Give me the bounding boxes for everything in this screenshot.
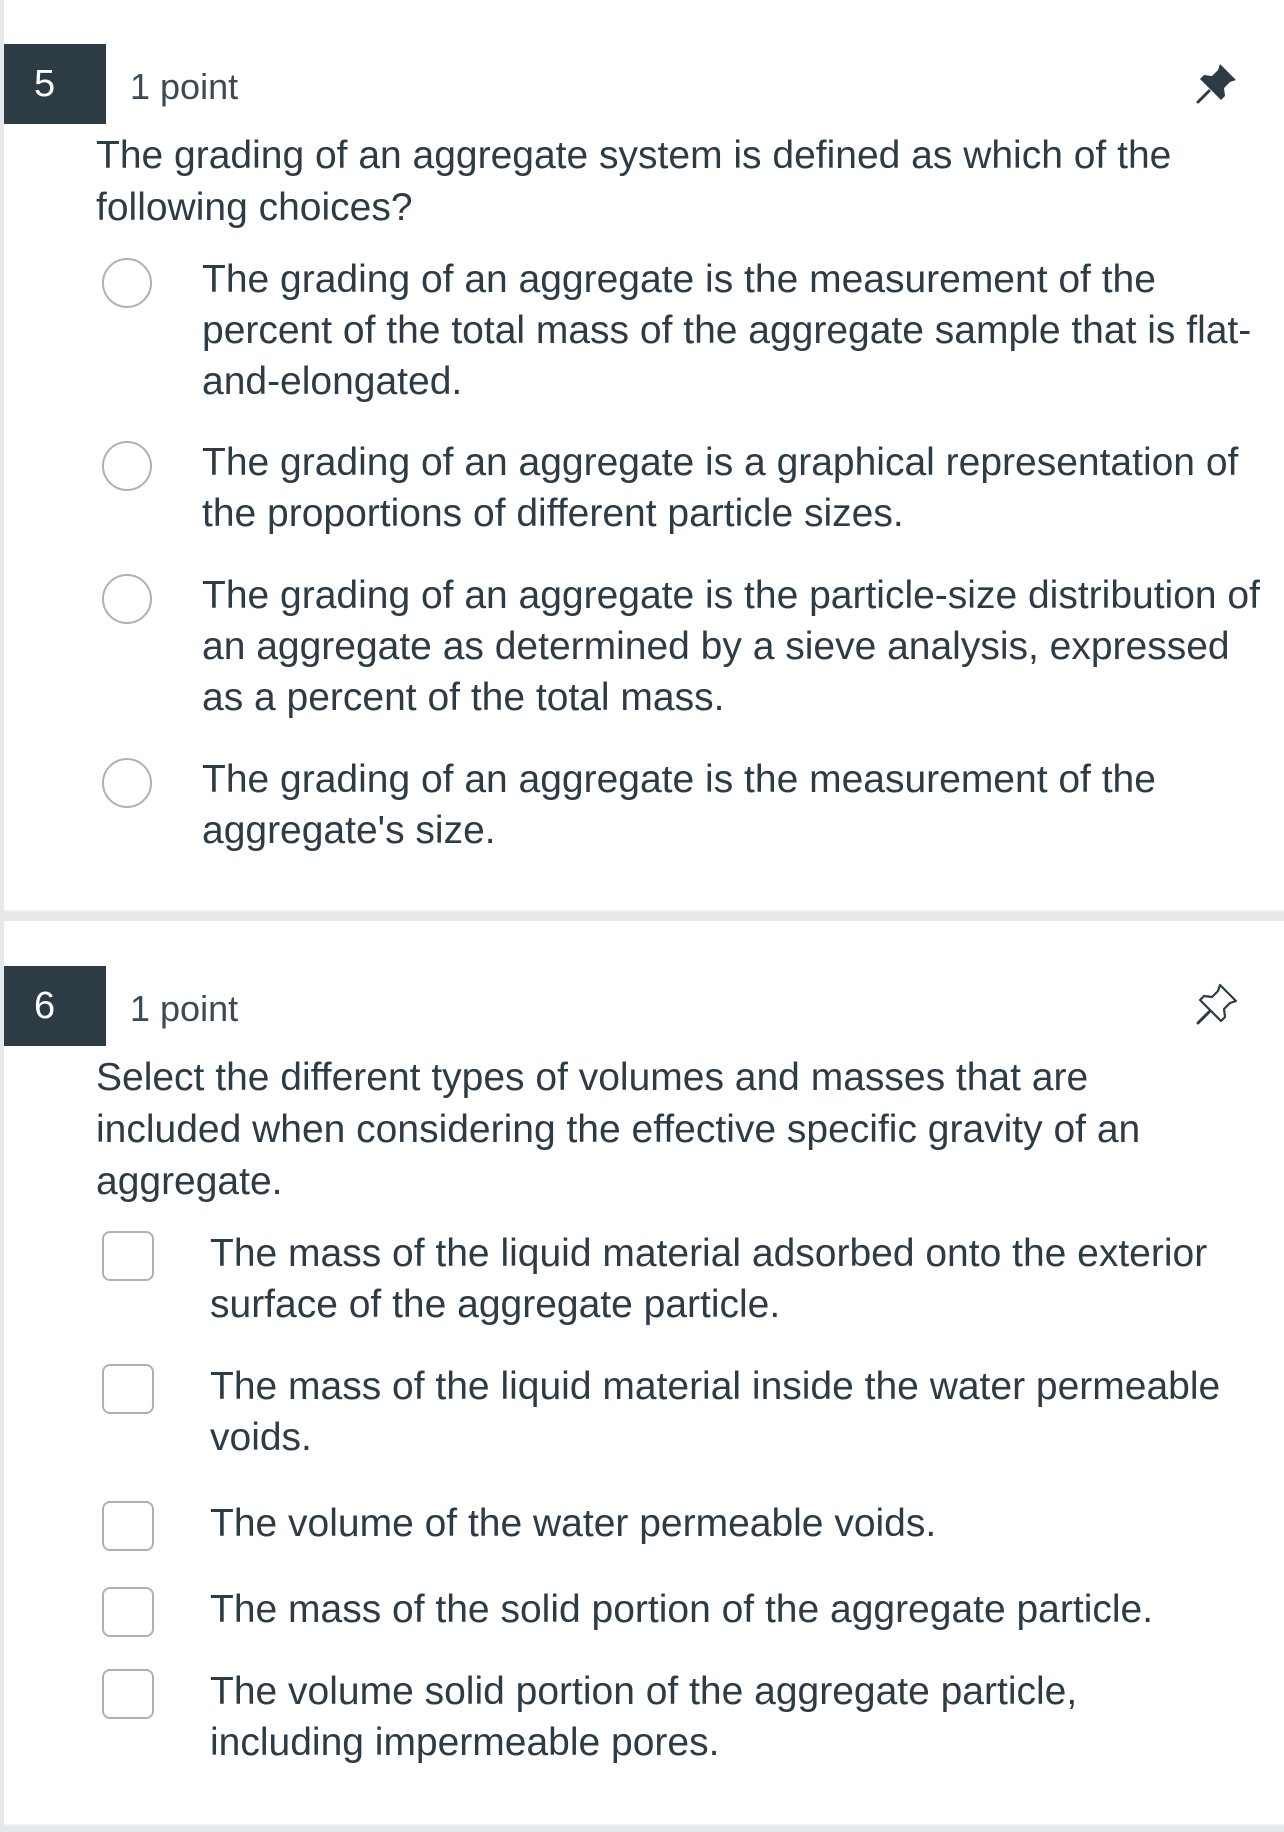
question-text: Select the different types of volumes and masses that are included when considering the effective specific gravity of an aggregate.: [96, 1056, 1141, 1203]
checkbox[interactable]: [102, 1501, 154, 1551]
radio-button[interactable]: [102, 574, 152, 624]
answer-option-label: The grading of an aggregate is the measurement of the percent of the total mass of the aggregate sample that is flat-and-elongated.: [202, 258, 1252, 403]
answer-option-label: The volume of the water permeable voids.: [210, 1502, 937, 1545]
checkbox[interactable]: [102, 1364, 154, 1414]
answer-option-label: The grading of an aggregate is a graphical representation of the proportions of different particle sizes.: [202, 441, 1239, 535]
question-text: The grading of an aggregate system is defined as which of the following choices?: [96, 134, 1172, 229]
checkbox[interactable]: [102, 1231, 154, 1281]
question-points: 1 point: [130, 66, 239, 107]
checkbox[interactable]: [102, 1669, 154, 1719]
question-5: [4, 0, 1284, 912]
pin-outline-icon[interactable]: [1194, 981, 1240, 1027]
answer-option-label: The mass of the liquid material inside the water permeable voids.: [210, 1365, 1221, 1459]
answer-option-label: The grading of an aggregate is the measurement of the aggregate's size.: [202, 758, 1156, 852]
radio-button[interactable]: [102, 758, 152, 808]
pin-filled-icon[interactable]: [1194, 60, 1240, 106]
answer-option-label: The grading of an aggregate is the particle-size distribution of an aggregate as determined by a sieve analysis, expressed as a percent of the total mass.: [202, 574, 1260, 719]
radio-button[interactable]: [102, 441, 152, 491]
question-points: 1 point: [130, 988, 239, 1029]
answer-option-label: The mass of the solid portion of the aggregate particle.: [210, 1588, 1154, 1631]
answer-option-label: The volume solid portion of the aggregate particle, including impermeable pores.: [210, 1670, 1078, 1764]
question-number-badge: 6: [4, 966, 106, 1046]
radio-button[interactable]: [102, 258, 152, 308]
checkbox[interactable]: [102, 1587, 154, 1637]
question-number-badge: 5: [4, 44, 106, 124]
answer-option-label: The mass of the liquid material adsorbed onto the exterior surface of the aggregate particle.: [210, 1232, 1208, 1326]
question-6: [4, 921, 1284, 1826]
